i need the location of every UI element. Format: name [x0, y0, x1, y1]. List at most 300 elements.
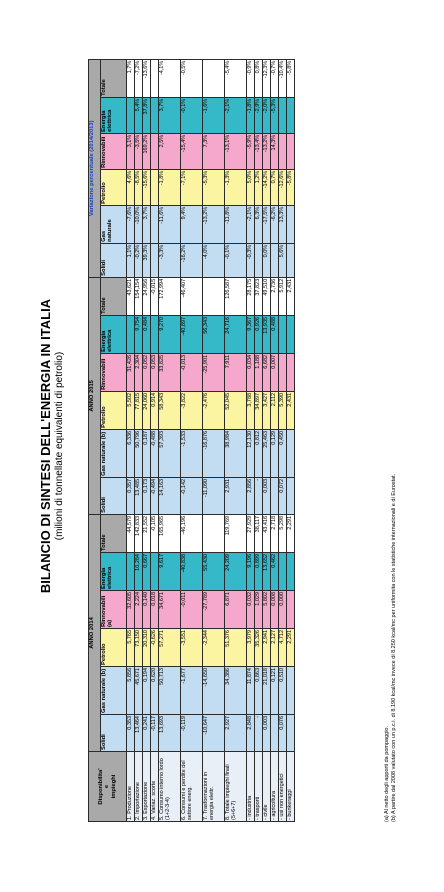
group-header-variation: Variazione percentuale (2014/2013): [89, 59, 101, 277]
table-row: [247, 59, 255, 821]
cell-y2015-4: 0,484: [143, 315, 151, 353]
column-header-2015-0: Solidi: [101, 477, 127, 514]
row-label: - trasporti: [255, 752, 263, 822]
cell-y2014-5: 119,769: [225, 514, 247, 552]
cell-var-1: 9,4%: [181, 205, 203, 243]
cell-var-4: -0,1%: [181, 97, 203, 133]
cell-y2015-0: -0,494: [151, 477, 159, 514]
column-header-var-5: Totale: [101, 59, 127, 97]
cell-y2015-5: 5,912: [279, 277, 287, 315]
cell-y2014-1: 0,863: [255, 667, 263, 715]
cell-var-4: -2,9%: [255, 97, 263, 133]
cell-y2015-0: -11,090: [203, 477, 225, 514]
column-header-2015-1: Gas naturale (b): [101, 429, 127, 477]
cell-y2014-1: 34,386: [225, 667, 247, 715]
cell-var-5: -0,7%: [271, 59, 279, 97]
cell-y2014-2: 4,712: [279, 629, 287, 667]
cell-y2014-3: 1,029: [255, 591, 263, 629]
cell-var-1: -7,6%: [127, 205, 135, 243]
cell-y2015-5: 49,510: [263, 277, 271, 315]
table-row: [287, 59, 295, 821]
cell-y2015-2: 52,045: [225, 391, 247, 429]
row-label: 8. Totale impieghi finali (5+6+7): [225, 752, 247, 822]
cell-var-0: 0,0%: [263, 243, 271, 277]
cell-y2015-4: 13,935: [263, 315, 271, 353]
cell-var-3: -13,1%: [225, 133, 247, 169]
cell-var-4: [287, 97, 295, 133]
cell-y2014-1: 50,713: [159, 667, 181, 715]
column-header-2014-2: Petrolio: [101, 629, 127, 667]
cell-y2015-1: 0,129: [271, 429, 279, 477]
column-header-var-4: Energia elettrica: [101, 97, 127, 133]
cell-y2015-5: 172,994: [159, 277, 181, 315]
cell-y2015-3: 31,426: [127, 353, 135, 391]
cell-y2015-2: 34,897: [255, 391, 263, 429]
cell-var-3: 7,3%: [203, 133, 225, 169]
row-label: 5. Consumo interno lordo (1+2-3-4): [159, 752, 181, 822]
cell-y2014-3: 0,008: [271, 591, 279, 629]
cell-y2015-5: 126,587: [225, 277, 247, 315]
cell-y2014-3: 0,140: [143, 591, 151, 629]
row-label: 2. Importazione: [135, 752, 143, 822]
cell-y2014-0: 0,241: [143, 715, 151, 752]
cell-y2014-2: 3,979: [247, 629, 255, 667]
cell-y2015-2: 3,427: [263, 391, 271, 429]
cell-y2014-4: 0,899: [255, 553, 263, 591]
cell-y2014-0: 13,464: [135, 715, 143, 752]
cell-var-2: -12,6%: [279, 169, 287, 205]
cell-y2014-3: -27,789: [203, 591, 225, 629]
cell-var-1: -2,1%: [247, 205, 255, 243]
cell-y2015-1: 0,187: [143, 429, 151, 477]
cell-y2014-3: 0,000: [279, 591, 287, 629]
column-header-var-2: Petrolio: [101, 169, 127, 205]
cell-y2014-4: -40,838: [181, 553, 203, 591]
cell-y2014-1: 21,018: [263, 667, 271, 715]
cell-y2015-4: 56,343: [203, 315, 225, 353]
footnote: (a) Al netto degli apporti da pompaggio.: [384, 725, 390, 822]
cell-var-3: -13,2%: [263, 133, 271, 169]
cell-y2015-2: 5,502: [127, 391, 135, 429]
cell-var-2: 5,0%: [247, 169, 255, 205]
cell-y2015-5: 2,736: [271, 277, 279, 315]
row-label: 3. Esportazione: [143, 752, 151, 822]
cell-var-5: -5,4%: [225, 59, 247, 97]
cell-y2014-0: 2,848: [247, 715, 255, 752]
cell-y2014-3: [287, 591, 295, 629]
cell-var-4: 5,4%: [135, 97, 143, 133]
cell-y2015-0: 0,173: [143, 477, 151, 514]
cell-var-4: -5,3%: [271, 97, 279, 133]
cell-y2014-4: 10,284: [135, 553, 143, 591]
cell-y2014-4: [287, 553, 295, 591]
cell-y2015-0: [287, 477, 295, 514]
cell-y2014-3: 32,605: [127, 591, 135, 629]
cell-y2014-4: 24,209: [225, 553, 247, 591]
cell-y2014-4: 0,667: [143, 553, 151, 591]
cell-y2015-4: 9,754: [135, 315, 143, 353]
cell-var-5: -12,3%: [263, 59, 271, 97]
cell-var-1: -13,2%: [203, 205, 225, 243]
cell-y2014-5: 43,416: [263, 514, 271, 552]
cell-y2014-0: 0,003: [263, 715, 271, 752]
cell-y2014-2: -3,551: [181, 629, 203, 667]
column-header-2014-4: Energia elettrica: [101, 553, 127, 591]
cell-y2014-4: [279, 553, 287, 591]
cell-y2015-5: 37,823: [255, 277, 263, 315]
row-label: - industria: [247, 752, 255, 822]
cell-y2015-5: [203, 277, 225, 315]
cell-y2014-4: 9,196: [247, 553, 255, 591]
cell-y2015-5: -0,015: [151, 277, 159, 315]
cell-y2015-1: 25,463: [263, 429, 271, 477]
cell-y2015-0: -: [255, 477, 263, 514]
footnotes: [384, 474, 398, 822]
cell-y2014-0: [287, 715, 295, 752]
cell-y2015-4: 9,367: [247, 315, 255, 353]
cell-var-2: -1,3%: [225, 169, 247, 205]
cell-y2014-1: 45,671: [135, 667, 143, 715]
cell-y2014-2: 2,941: [263, 629, 271, 667]
cell-y2015-1: [287, 429, 295, 477]
cell-y2014-5: 142,833: [135, 514, 143, 552]
row-label-header-line: Disponibilita': [97, 768, 104, 805]
column-header-2014-0: Solidi: [101, 715, 127, 752]
table-row: [279, 59, 287, 821]
cell-y2014-5: 165,965: [159, 514, 181, 552]
cell-var-0: -3,3%: [159, 243, 181, 277]
cell-y2015-0: 2,931: [225, 477, 247, 514]
cell-y2014-2: -2,344: [203, 629, 225, 667]
column-header-2014-5: Totale: [101, 514, 127, 552]
table-row: [255, 59, 263, 821]
cell-y2015-4: -40,897: [181, 315, 203, 353]
cell-var-3: 2,5%: [159, 133, 181, 169]
cell-y2015-0: 2,856: [247, 477, 255, 514]
cell-y2014-3: 2,224: [135, 591, 143, 629]
cell-y2014-5: 2,291: [287, 514, 295, 552]
cell-var-1: 6,3%: [255, 205, 263, 243]
cell-y2015-4: [287, 315, 295, 353]
cell-y2014-2: 73,150: [135, 629, 143, 667]
cell-y2014-3: -0,011: [181, 591, 203, 629]
cell-y2014-5: -0,105: [151, 514, 159, 552]
cell-var-0: [271, 243, 279, 277]
table-row: [203, 59, 225, 821]
cell-var-4: -2,1%: [225, 97, 247, 133]
cell-y2014-3: 6,871: [225, 591, 247, 629]
cell-y2014-4: 9,617: [159, 553, 181, 591]
cell-var-0: -4,0%: [203, 243, 225, 277]
cell-y2014-5: 38,117: [255, 514, 263, 552]
cell-y2015-4: 9,270: [159, 315, 181, 353]
cell-var-3: -3,5%: [135, 133, 143, 169]
cell-y2014-2: 20,310: [143, 629, 151, 667]
row-label: 7. Trasformazioni in energia elettr.: [203, 752, 225, 822]
cell-y2014-2: 35,326: [255, 629, 263, 667]
footnote: (b) A partire dal 2008 valutato con un p.c.i. di 8.190 kcal/mc invece di 8.250 kcal/mc per uniformita con le statistiche internazionali e di Eurostat.: [391, 473, 397, 822]
table-row: [159, 59, 181, 821]
cell-var-2: 0,7%: [271, 169, 279, 205]
cell-var-4: -1,6%: [203, 97, 225, 133]
cell-var-3: [151, 133, 159, 169]
cell-y2015-2: 2,431: [287, 391, 295, 429]
cell-y2015-1: 6,336: [127, 429, 135, 477]
cell-var-3: 14,3%: [271, 133, 279, 169]
row-label: 1. Produzione: [127, 752, 135, 822]
cell-y2015-0: 0,072: [279, 477, 287, 514]
cell-y2014-0: 13,693: [159, 715, 181, 752]
cell-y2014-5: [203, 514, 225, 552]
cell-var-2: 4,6%: [127, 169, 135, 205]
cell-var-0: [151, 243, 159, 277]
cell-var-5: [151, 59, 159, 97]
cell-y2015-5: 2,431: [287, 277, 295, 315]
cell-var-5: -10,4%: [279, 59, 287, 97]
cell-y2014-1: 0,121: [271, 667, 279, 715]
cell-y2015-1: 12,130: [247, 429, 255, 477]
cell-y2015-3: 0,053: [151, 353, 159, 391]
cell-y2015-1: -16,876: [203, 429, 225, 477]
rotated-sheet: [32, 56, 412, 836]
cell-y2014-1: -1,677: [181, 667, 203, 715]
cell-var-3: [287, 133, 295, 169]
cell-y2015-1: 0,450: [279, 429, 287, 477]
cell-var-4: [279, 97, 287, 133]
cell-y2015-4: [151, 315, 159, 353]
cell-y2014-1: 0,194: [143, 667, 151, 715]
cell-y2015-0: 0,003: [263, 477, 271, 514]
cell-y2014-1: [287, 667, 295, 715]
cell-y2015-3: 6,682: [263, 353, 271, 391]
cell-y2015-3: 0,052: [143, 353, 151, 391]
table-row: [263, 59, 271, 821]
cell-y2014-5: -46,196: [181, 514, 203, 552]
cell-y2015-2: -3,822: [181, 391, 203, 429]
cell-y2014-0: 0,353: [127, 715, 135, 752]
group-header-2014: ANNO 2014: [89, 514, 101, 751]
cell-y2014-0: 2,927: [225, 715, 247, 752]
cell-y2015-3: 2,304: [135, 353, 143, 391]
row-label: - usi non energetici: [279, 752, 287, 822]
cell-var-4: [127, 97, 135, 133]
cell-y2015-5: 154,154: [135, 277, 143, 315]
cell-y2014-0: -10,647: [203, 715, 225, 752]
row-label-header-line: impieghi: [110, 774, 117, 799]
cell-y2014-0: -0,117: [151, 715, 159, 752]
cell-y2014-4: 0,462: [271, 553, 279, 591]
cell-y2015-0: 0,357: [127, 477, 135, 514]
cell-y2015-3: 0,034: [247, 353, 255, 391]
cell-y2014-3: 0,032: [247, 591, 255, 629]
cell-y2014-1: 0,510: [279, 667, 287, 715]
cell-var-0: [287, 243, 295, 277]
cell-y2015-2: 5,390: [279, 391, 287, 429]
cell-y2014-0: -0,119: [181, 715, 203, 752]
column-header-2014-1: Gas naturale (b): [101, 667, 127, 715]
cell-var-4: [151, 97, 159, 133]
cell-y2014-3: 34,671: [159, 591, 181, 629]
cell-var-2: -5,8%: [287, 169, 295, 205]
table-row: [225, 59, 247, 821]
cell-y2015-2: 3,788: [247, 391, 255, 429]
cell-y2015-1: 50,796: [135, 429, 143, 477]
cell-y2015-3: [287, 353, 295, 391]
cell-y2015-1: -1,533: [181, 429, 203, 477]
cell-var-5: 0,8%: [255, 59, 263, 97]
cell-var-1: [287, 205, 295, 243]
table-row: [181, 59, 203, 821]
cell-y2015-1: 0,812: [255, 429, 263, 477]
row-label: - agricoltura: [271, 752, 279, 822]
cell-y2015-4: 0,926: [255, 315, 263, 353]
cell-y2015-2: -2,476: [203, 391, 225, 429]
column-header-2015-4: Energia elettrica: [101, 315, 127, 353]
cell-y2014-4: 13,652: [263, 553, 271, 591]
cell-y2014-1: 0,620: [151, 667, 159, 715]
row-label: - bunkeraggi: [287, 752, 295, 822]
cell-var-5: -7,2%: [135, 59, 143, 97]
cell-var-5: -0,9%: [247, 59, 255, 97]
cell-y2015-5: -46,407: [181, 277, 203, 315]
cell-y2014-1: 11,874: [247, 667, 255, 715]
cell-y2015-5: 43,621: [127, 277, 135, 315]
row-label: - civile: [263, 752, 271, 822]
cell-y2015-0: 13,485: [135, 477, 143, 514]
cell-var-5: -0,5%: [181, 59, 203, 97]
column-header-var-0: Solidi: [101, 243, 127, 277]
cell-var-1: -6,2%: [271, 205, 279, 243]
row-label-header: [89, 752, 127, 822]
table-row: [127, 59, 135, 821]
cell-var-5: -4,1%: [159, 59, 181, 97]
cell-y2015-4: 0,488: [271, 315, 279, 353]
cell-var-4: -2,0%: [263, 97, 271, 133]
cell-y2014-1: 5,856: [127, 667, 135, 715]
cell-var-5: 1,7%: [127, 59, 135, 97]
cell-var-2: -8,5%: [135, 169, 143, 205]
cell-y2015-2: 24,060: [143, 391, 151, 429]
cell-y2014-5: 21,552: [143, 514, 151, 552]
column-header-2015-5: Totale: [101, 277, 127, 315]
cell-var-0: 39,3%: [143, 243, 151, 277]
cell-y2014-0: -: [255, 715, 263, 752]
cell-var-2: 1,2%: [255, 169, 263, 205]
cell-y2015-2: 2,112: [271, 391, 279, 429]
cell-y2014-0: [271, 715, 279, 752]
cell-var-1: -11,6%: [159, 205, 181, 243]
cell-y2014-4: [127, 553, 135, 591]
cell-y2015-1: 38,984: [225, 429, 247, 477]
cell-var-5: -13,6%: [143, 59, 151, 97]
cell-var-5: [203, 59, 225, 97]
cell-y2015-0: 14,163: [159, 477, 181, 514]
cell-y2014-2: -0,626: [151, 629, 159, 667]
cell-var-2: -5,3%: [203, 169, 225, 205]
cell-y2014-5: 44,579: [127, 514, 135, 552]
cell-y2015-2: 77,815: [135, 391, 143, 429]
group-header-2015: ANNO 2015: [89, 277, 101, 514]
cell-y2014-1: -14,650: [203, 667, 225, 715]
cell-y2015-4: [279, 315, 287, 353]
cell-y2015-1: 57,393: [159, 429, 181, 477]
cell-y2015-3: [279, 353, 287, 391]
cell-y2014-2: 5,765: [127, 629, 135, 667]
cell-var-0: -0,2%: [135, 243, 143, 277]
cell-var-1: -17,5%: [263, 205, 271, 243]
cell-var-1: -11,8%: [225, 205, 247, 243]
cell-y2015-3: 33,825: [159, 353, 181, 391]
cell-y2015-4: [127, 315, 135, 353]
cell-var-3: [279, 133, 287, 169]
cell-y2014-5: 5,298: [279, 514, 287, 552]
cell-var-2: -7,1%: [181, 169, 203, 205]
cell-y2014-3: 0,018: [151, 591, 159, 629]
cell-y2015-5: 28,175: [247, 277, 255, 315]
cell-y2014-3: 5,802: [263, 591, 271, 629]
cell-var-3: -15,4%: [181, 133, 203, 169]
cell-y2015-3: -25,901: [203, 353, 225, 391]
cell-var-1: -10,0%: [135, 205, 143, 243]
table-row: [135, 59, 143, 821]
cell-var-3: 3,1%: [127, 133, 135, 169]
column-header-2015-3: Rinnovabili: [101, 353, 127, 391]
document-subtitle: (milioni di tonnellate equivalenti di petrolio): [54, 351, 65, 541]
column-header-2014-3: Rinnovabili (a): [101, 591, 127, 629]
cell-y2014-2: 51,376: [225, 629, 247, 667]
cell-var-4: 3,7%: [159, 97, 181, 133]
cell-var-1: 13,3%: [279, 205, 287, 243]
cell-var-0: -16,2%: [181, 243, 203, 277]
column-header-2015-2: Petrolio: [101, 391, 127, 429]
cell-y2014-4: 55,430: [203, 553, 225, 591]
cell-y2015-3: -0,013: [181, 353, 203, 391]
document-title: BILANCIO DI SINTESI DELL'ENERGIA IN ITALIA: [38, 298, 53, 594]
cell-var-2: [151, 169, 159, 205]
table-row: [143, 59, 151, 821]
cell-var-4: -1,8%: [247, 97, 255, 133]
column-header-var-1: Gas naturale: [101, 205, 127, 243]
cell-y2015-3: 0,007: [271, 353, 279, 391]
cell-var-3: -5,9%: [247, 133, 255, 169]
cell-var-0: [255, 243, 263, 277]
cell-var-2: -15,6%: [143, 169, 151, 205]
energy-balance-table: [88, 59, 295, 822]
cell-var-3: -13,4%: [255, 133, 263, 169]
cell-y2015-0: -0,142: [181, 477, 203, 514]
cell-y2015-3: 1,188: [255, 353, 263, 391]
cell-var-5: -5,8%: [287, 59, 295, 97]
cell-var-4: 37,8%: [143, 97, 151, 133]
cell-y2015-4: 24,716: [225, 315, 247, 353]
cell-y2014-5: 2,718: [271, 514, 279, 552]
row-label: 6. Consumi e perdite del settore energ.: [181, 752, 203, 822]
cell-y2015-5: 24,956: [143, 277, 151, 315]
cell-y2014-2: 2,127: [271, 629, 279, 667]
cell-var-0: -0,3%: [247, 243, 255, 277]
column-header-var-3: Rinnovabili: [101, 133, 127, 169]
cell-var-3: 169,2%: [143, 133, 151, 169]
cell-var-2: -1,8%: [159, 169, 181, 205]
cell-y2015-0: [271, 477, 279, 514]
cell-y2015-1: -0,488: [151, 429, 159, 477]
cell-var-2: -14,2%: [263, 169, 271, 205]
cell-y2015-2: 58,343: [159, 391, 181, 429]
table-row: [271, 59, 279, 821]
cell-y2014-0: 0,076: [279, 715, 287, 752]
cell-y2015-3: 7,911: [225, 353, 247, 391]
cell-var-1: 3,7%: [143, 205, 151, 243]
